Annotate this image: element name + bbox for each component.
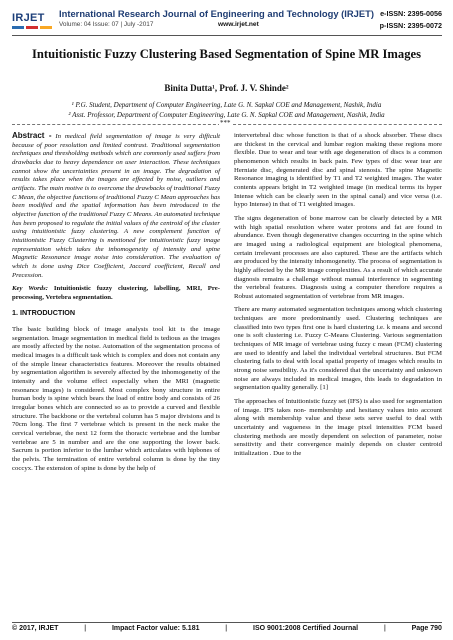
keywords-paragraph — [12, 285, 220, 302]
logo-text: IRJET — [12, 12, 45, 24]
volume-issue: Volume: 04 Issue: 07 | July -2017 — [59, 21, 154, 28]
logo-bar-red — [26, 26, 38, 29]
keywords-label: Key Words: — [12, 285, 48, 293]
journal-header — [12, 8, 442, 38]
logo-bar-yellow — [40, 26, 52, 29]
footer-impact-factor: Impact Factor value: 5.181 — [111, 625, 200, 632]
footer-copyright: © 2017, IRJET — [12, 625, 59, 632]
keywords-text: Intuitionistic fuzzy clustering, labelling, MRI, Pre-processing, Vertebra segmentation. — [12, 285, 221, 301]
body-paragraph-1: intervertebral disc whose function is that of a shock absorber. These discs are thickest in the cervical and lumbar region making these regions more flexible. Due to wear and tear with age degeneration of discs is a common phenomenon which results in back pain. Few types of disc wear tear are Herniate disc, degenerated disc and spinal stenosis. The spine Magnetic Resonance imaging is identified by T1 and T2 weighted images. The water contents appears bright in T2 weighted image (in medical terms its hyper Intense which can be clearly seen in the spinal canal) and vice versa (i.e. hypo Intense) in that of T1 weighted images. — [234, 132, 442, 209]
logo-bar-blue — [12, 26, 24, 29]
abstract-text: In medical field segmentation of image is very difficult because of poor resolution and limited contrast. Traditional segmentation techniques and thresholding methods which are commonly used suffers from drawbacks due to heavy dependence on user interaction. These techniques cannot show the uncertainties present in an image. The degradation of results takes place when the images are effected by noise, outliers and artifacts. The main motive is to overcome the drawbacks of traditional Fuzzy C Mean, the objective functions of traditional Fuzzy C Mean approaches has been modified and the spatial information has been introduced in the objective function of the traditional Fuzzy C Means. An automated technique has been proposed to regulate the initial values of the centroid of the cluster using intuitionistic fuzzy clustering. A new complement function of intuitionistic Fuzzy Clustering is mentioned for intuitionistic fuzzy image representation which takes the inhomogeneity of intensity and spine Magnetic Resonance image noise into consideration. The evaluation of which is done using Dice Coefficient, Jaccard coefficient, Recall and Precession. — [12, 133, 221, 279]
abstract-paragraph — [12, 132, 220, 280]
footer-rule — [12, 622, 442, 623]
footer-separator: | — [225, 625, 228, 632]
section-heading-introduction: 1. INTRODUCTION — [12, 308, 76, 318]
footer-separator: | — [84, 625, 87, 632]
footer-iso: ISO 9001:2008 Certified Journal — [253, 625, 359, 632]
footer-separator: | — [383, 625, 386, 632]
irjet-logo — [12, 9, 56, 33]
logo-color-bars — [12, 26, 52, 29]
intro-paragraph: The basic building block of image analysis tool kit is the image segmentation. Image segmentation in medical field is tedious as the images are mostly affected by the noise. Automation of the segmentation process of medical images is a difficult task which is complex and does not contain any of the simple linear characteristics features. Moreover the results obtained by segmentation algorithm is severely affected by the inhomogeneity of the intensity and the volume effect especially when the MRI (magnetic resonance images) is considered. Most complex bony structure in entire human body is spine which bears the load of entire body and consists of 26 irregular bones which are connected so as to provide a curved and flexible structure. The backbone or the vertebral column has 5 major divisions and is 70cm long. The first 7 vertebrae which is present in the neck make the cervical vertebrae, the next 12 form the thoracic vertebrae and the lumbar vertebrae are 5 in number and are the one supporting the lower back. Sacrum is portion inferior to the lumbar which articulates with hipbones of the pelvis. The termination of entire vertebral column is done by the tiny coccyx. The extension of spine is done by the help of — [12, 326, 220, 472]
affiliation-2: ² Asst. Professor, Department of Computer Engineering, Late G. N. Sapkal COE and Management, Nashik, India — [68, 111, 385, 119]
p-issn: p-ISSN: 2395-0072 — [379, 21, 442, 30]
journal-title: International Research Journal of Engineering and Technology (IRJET) — [59, 8, 374, 19]
paper-title: Intuitionistic Fuzzy Clustering Based Segmentation of Spine MR Images — [31, 47, 421, 61]
abstract-label: Abstract - — [12, 131, 52, 140]
footer-page-number: Page 790 — [411, 625, 442, 632]
right-column — [234, 132, 442, 464]
header-rule — [12, 35, 442, 36]
affiliation-1: ¹ P.G. Student, Department of Computer Engineering, Late G. N. Sapkal COE and Management, Nashik, India — [71, 101, 382, 109]
website-link[interactable]: www.irjet.net — [218, 21, 259, 28]
paper-authors: Binita Dutta¹, Prof. J. V. Shinde² — [164, 83, 289, 93]
page-footer — [12, 625, 442, 632]
body-paragraph-4: The approaches of Intuitionistic fuzzy set (IFS) is also used for segmentation of image. IFS takes non- membership and hesitancy values into account along with membership value and these sets serve useful to deal with uncertainty and vagueness in the image pixel intensities FCM based clustering methods are mostly dependent on selection of parameter, noise sensitivity and their convergence mainly depends on cluster centroid initialization . Due to the — [234, 398, 442, 457]
e-issn: e-ISSN: 2395-0056 — [380, 9, 442, 18]
divider-mark: *** — [220, 119, 231, 127]
left-column — [12, 132, 220, 478]
body-paragraph-2: The signs degeneration of bone marrow can be clearly detected by a MR with high spatial resolution where water protons and fat are found in abundance. Even though degenerative changes occurring in the spine which are imaged using a radiological equipment are biological phenomena, certain irrelevant processes are also captured. These are the artifacts which are produced by the intensity inhomogeneity. The process of segmentation is highly affected by the MR image complexities. As a result of which accurate diagnosis remains a challenge without manual interference in segmenting the vertebral features. Diagnosis using a computer therefore requires a Robust automated segmentation of vertebrae from MR images. — [234, 214, 442, 300]
body-paragraph-3: There are many automated segmentation techniques among which clustering techniques are more predominantly used. Clustering techniques are classified into two types first one is hard clustering i.e. k means and second one is soft clustering i.e. Fuzzy C-Means Clustering. Various segmentation techniques of MR image of vertebrae using fuzzy c mean (FCM) clustering are used to identify and label the individual vertebral structures. But FCM clustering fails to deal with local spatial property of images which results in strong noise sensibility. As it's considered that the uncertainty and unknown noise are always included in medical images, this leads to degradation in segmentation quality generally. [1] — [234, 306, 442, 392]
